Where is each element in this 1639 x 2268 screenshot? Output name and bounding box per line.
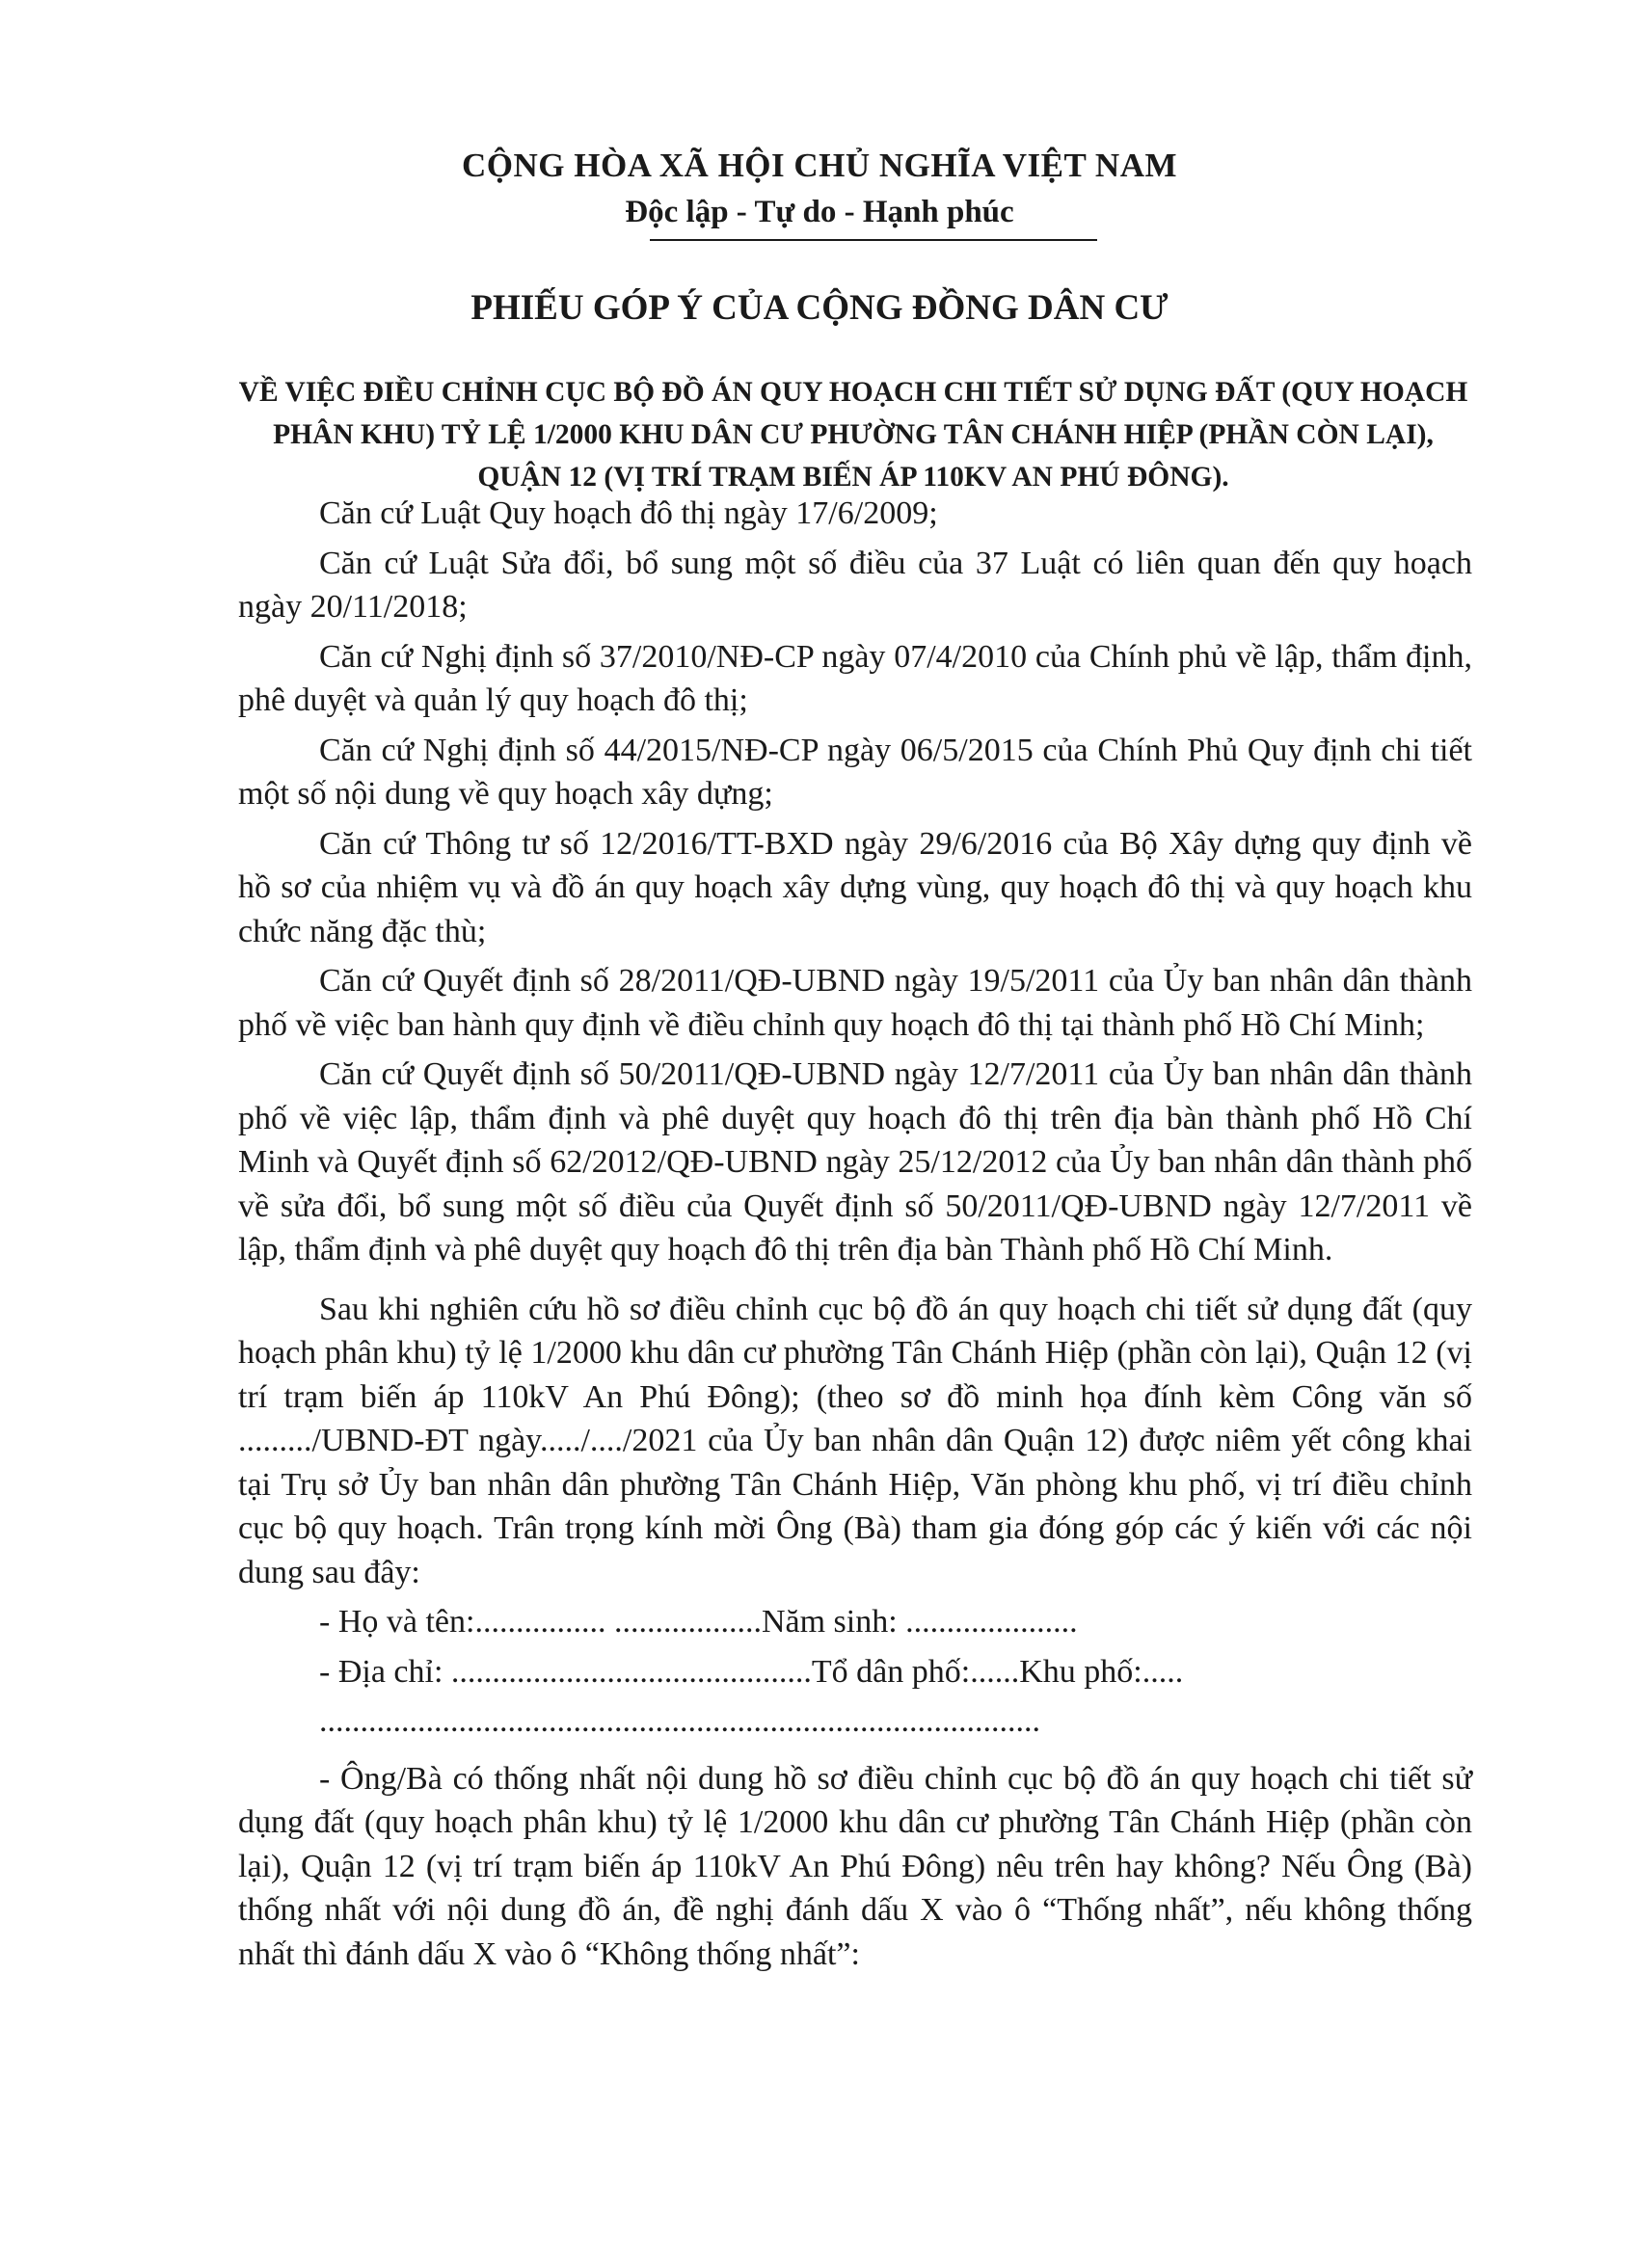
legal-basis-5: Căn cứ Thông tư số 12/2016/TT-BXD ngày 29/6/2016 của Bộ Xây dựng quy định về hồ sơ của nhiệm vụ và đồ án quy hoạch xây dựng vùng, quy hoạch đô thị và quy hoạch khu chức năng đặc thù; [238, 825, 1472, 949]
legal-basis-2: Căn cứ Luật Sửa đổi, bổ sung một số điều của 37 Luật có liên quan đến quy hoạch ngày 20/11/2018; [238, 545, 1472, 625]
national-motto: Độc lập - Tự do - Hạnh phúc [625, 195, 1014, 229]
form-subject: VỀ VIỆC ĐIỀU CHỈNH CỤC BỘ ĐỒ ÁN QUY HOẠCH CHI TIẾT SỬ DỤNG ĐẤT (QUY HOẠCH PHÂN KHU) TỶ LỆ 1/2000 KHU DÂN CƯ PHƯỜNG TÂN CHÁNH HIỆP (PHẦN CÒN LẠI), QUẬN 12 (VỊ TRÍ TRẠM BIẾN ÁP 110KV AN PHÚ ĐÔNG). [238, 377, 1468, 493]
form-title: PHIẾU GÓP Ý CỦA CỘNG ĐỒNG DÂN CƯ [470, 288, 1169, 328]
agreement-question: - Ông/Bà có thống nhất nội dung hồ sơ điều chỉnh cục bộ đồ án quy hoạch chi tiết sử dụng đất (quy hoạch phân khu) tỷ lệ 1/2000 khu dân cư phường Tân Chánh Hiệp (phần còn lại), Quận 12 (vị trí trạm biến áp 110kV An Phú Đông) nêu trên hay không? Nếu Ông (Bà) thống nhất với nội dung đồ án, đề nghị đánh dấu X vào ô “Thống nhất”, nếu không thống nhất thì đánh dấu X vào ô “Không thống nhất”: [238, 1760, 1472, 1972]
legal-basis-7: Căn cứ Quyết định số 50/2011/QĐ-UBND ngày 12/7/2011 của Ủy ban nhân dân thành phố về việc lập, thẩm định và phê duyệt quy hoạch đô thị trên địa bàn thành phố Hồ Chí Minh và Quyết định số 62/2012/QĐ-UBND ngày 25/12/2012 của Ủy ban nhân dân thành phố về sửa đổi, bổ sung một số điều của Quyết định số 50/2011/QĐ-UBND ngày 12/7/2011 về lập, thẩm định và phê duyệt quy hoạch đô thị trên địa bàn Thành phố Hồ Chí Minh. [238, 1056, 1472, 1267]
motto-underline [650, 239, 1097, 241]
intro-paragraph: Sau khi nghiên cứu hồ sơ điều chỉnh cục bộ đồ án quy hoạch chi tiết sử dụng đất (quy hoạch phân khu) tỷ lệ 1/2000 khu dân cư phường Tân Chánh Hiệp (phần còn lại), Quận 12 (vị trí trạm biến áp 110kV An Phú Đông); (theo sơ đồ minh họa đính kèm Công văn số ........./UBND-ĐT ngày...../..../2021 của Ủy ban nhân dân Quận 12) được niêm yết công khai tại Trụ sở Ủy ban nhân dân phường Tân Chánh Hiệp, Văn phòng khu phố, vị trí điều chỉnh cục bộ quy hoạch. Trân trọng kính mời Ông (Bà) tham gia đóng góp các ý kiến với các nội dung sau đây: [238, 1291, 1472, 1590]
legal-basis-1: Căn cứ Luật Quy hoạch đô thị ngày 17/6/2009; [319, 495, 938, 531]
legal-basis-6: Căn cứ Quyết định số 28/2011/QĐ-UBND ngày 19/5/2011 của Ủy ban nhân dân thành phố về việc ban hành quy định về điều chỉnh quy hoạch đô thị tại thành phố Hồ Chí Minh; [238, 963, 1472, 1043]
address-continuation-field[interactable]: ........................................................................................ [319, 1703, 1040, 1739]
national-name: CỘNG HÒA XÃ HỘI CHỦ NGHĨA VIỆT NAM [461, 147, 1178, 184]
address-field[interactable]: - Địa chỉ: ............................................Tổ dân phố:......Khu phố:..... [319, 1653, 1184, 1690]
name-birthyear-field[interactable]: - Họ và tên:................ ..................Năm sinh: ..................... [319, 1604, 1078, 1640]
legal-basis-3: Căn cứ Nghị định số 37/2010/NĐ-CP ngày 07/4/2010 của Chính phủ về lập, thẩm định, phê duyệt và quản lý quy hoạch đô thị; [238, 638, 1472, 718]
legal-basis-4: Căn cứ Nghị định số 44/2015/NĐ-CP ngày 06/5/2015 của Chính Phủ Quy định chi tiết một số nội dung về quy hoạch xây dựng; [238, 732, 1472, 812]
document-body [238, 492, 1472, 1976]
